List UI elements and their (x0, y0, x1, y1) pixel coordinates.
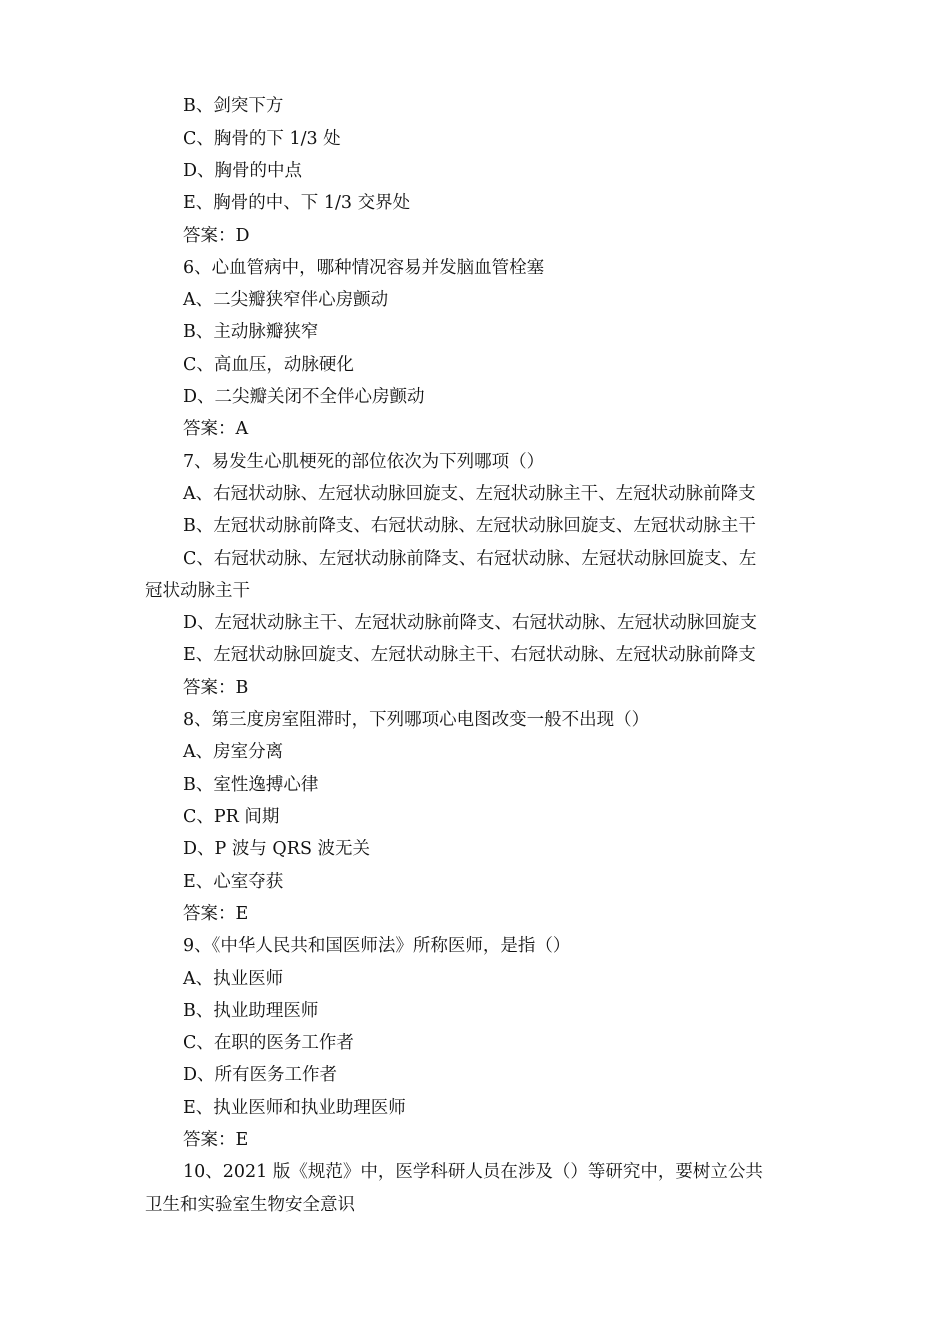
question-line: 6、心血管病中，哪种情况容易并发脑血管栓塞 (183, 258, 545, 278)
option-line-continued: 冠状动脉主干 (145, 581, 250, 601)
option-line: C、高血压，动脉硬化 (183, 355, 354, 375)
question-line: 9、《中华人民共和国医师法》所称医师，是指（） (183, 936, 571, 956)
answer-line: 答案：D (183, 226, 250, 246)
question-line: 10、2021 版《规范》中，医学科研人员在涉及（）等研究中，要树立公共 (183, 1162, 763, 1182)
option-line: B、剑突下方 (183, 96, 284, 116)
option-line: B、主动脉瓣狭窄 (183, 322, 319, 342)
option-line: E、胸骨的中、下 1/3 交界处 (183, 193, 411, 213)
question-line: 7、易发生心肌梗死的部位依次为下列哪项（） (183, 452, 545, 472)
option-line: E、心室夺获 (183, 872, 284, 892)
option-line: E、执业医师和执业助理医师 (183, 1098, 406, 1118)
question-line: 8、第三度房室阻滞时，下列哪项心电图改变一般不出现（） (183, 710, 650, 730)
option-line: B、室性逸搏心律 (183, 775, 319, 795)
option-line: D、胸骨的中点 (183, 161, 303, 181)
option-line: A、二尖瓣狭窄伴心房颤动 (183, 290, 389, 310)
option-line: D、所有医务工作者 (183, 1065, 338, 1085)
option-line: C、胸骨的下 1/3 处 (183, 129, 341, 149)
option-line: B、执业助理医师 (183, 1001, 319, 1021)
option-line: D、P 波与 QRS 波无关 (183, 839, 371, 859)
option-line: C、在职的医务工作者 (183, 1033, 354, 1053)
option-line: C、右冠状动脉、左冠状动脉前降支、右冠状动脉、左冠状动脉回旋支、左 (183, 549, 757, 569)
option-line: A、右冠状动脉、左冠状动脉回旋支、左冠状动脉主干、左冠状动脉前降支 (183, 484, 756, 504)
option-line: D、左冠状动脉主干、左冠状动脉前降支、右冠状动脉、左冠状动脉回旋支 (183, 613, 758, 633)
option-line: A、房室分离 (183, 742, 284, 762)
answer-line: 答案：B (183, 678, 249, 698)
option-line: D、二尖瓣关闭不全伴心房颤动 (183, 387, 425, 407)
question-line-continued: 卫生和实验室生物安全意识 (145, 1195, 355, 1215)
answer-line: 答案：E (183, 904, 249, 924)
option-line: A、执业医师 (183, 969, 284, 989)
answer-line: 答案：A (183, 419, 249, 439)
answer-line: 答案：E (183, 1130, 249, 1150)
option-line: C、PR 间期 (183, 807, 280, 827)
option-line: E、左冠状动脉回旋支、左冠状动脉主干、右冠状动脉、左冠状动脉前降支 (183, 645, 756, 665)
option-line: B、左冠状动脉前降支、右冠状动脉、左冠状动脉回旋支、左冠状动脉主干 (183, 516, 756, 536)
